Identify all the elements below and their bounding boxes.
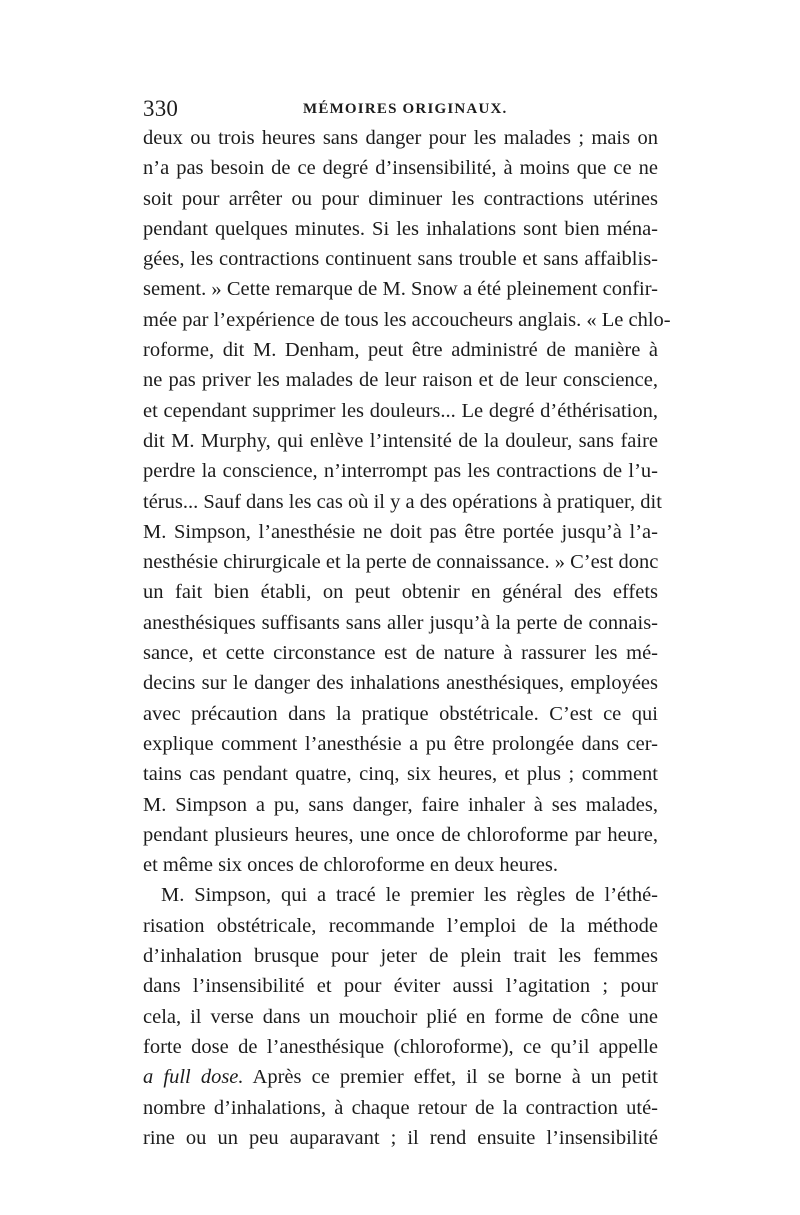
text-line: cela, il verse dans un mouchoir plié en forme de cône une — [143, 1005, 658, 1028]
text-line: gées, les contractions continuent sans trouble et sans affaiblis- — [143, 248, 658, 271]
paragraph-start-line: M. Simpson, qui a tracé le premier les règles de l’éthé- — [161, 884, 658, 907]
text-line: dans l’insensibilité et pour éviter aussi l’agitation ; pour — [143, 975, 658, 998]
page-number: 330 — [143, 96, 179, 121]
text-line: decins sur le danger des inhalations anesthésiques, employées — [143, 672, 658, 695]
text-line: pendant plusieurs heures, une once de chloroforme par heure, — [143, 823, 658, 846]
text-line: deux ou trois heures sans danger pour les malades ; mais on — [143, 127, 658, 149]
text-line: mée par l’expérience de tous les accoucheurs anglais. « Le chlo- — [143, 308, 671, 331]
page-header — [143, 96, 658, 122]
text-line: risation obstétricale, recommande l’emploi de la méthode — [143, 914, 658, 937]
text-line: nombre d’inhalations, à chaque retour de la contraction uté- — [143, 1096, 658, 1119]
text-line: n’a pas besoin de ce degré d’insensibilité, à moins que ce ne — [143, 157, 658, 180]
text-line: forte dose de l’anesthésique (chloroforme), ce qu’il appelle — [143, 1035, 658, 1058]
text-line: sement. » Cette remarque de M. Snow a été pleinement confir- — [143, 278, 658, 301]
text-line: dit M. Murphy, qui enlève l’intensité de la douleur, sans faire — [143, 429, 658, 452]
body-text — [143, 123, 671, 1153]
text-line: rine ou un peu auparavant ; il rend ensuite l’insensibilité — [143, 1126, 658, 1149]
text-line: pendant quelques minutes. Si les inhalations sont bien ména- — [143, 217, 658, 240]
text-line-with-italic — [143, 1062, 658, 1092]
italic-term: a full dose. — [143, 1066, 244, 1089]
text-line: ne pas priver les malades de leur raison et de leur conscience, — [143, 369, 658, 392]
text-line: térus... Sauf dans les cas où il y a des opérations à pratiquer, dit — [143, 490, 662, 513]
text-line: anesthésiques suffisants sans aller jusqu’à la perte de connais- — [143, 611, 658, 634]
text-fragment: Après ce premier effet, il se borne à un petit — [243, 1066, 658, 1089]
text-line: nesthésie chirurgicale et la perte de connaissance. » C’est donc — [143, 551, 659, 574]
text-line: tains cas pendant quatre, cinq, six heures, et plus ; comment — [143, 763, 658, 786]
text-line: M. Simpson a pu, sans danger, faire inhaler à ses malades, — [143, 793, 658, 816]
text-line: et cependant supprimer les douleurs... Le degré d’éthérisation, — [143, 399, 658, 422]
text-line: d’inhalation brusque pour jeter de plein trait les femmes — [143, 945, 658, 968]
text-line: perdre la conscience, n’interrompt pas les contractions de l’u- — [143, 460, 658, 483]
paragraph-end-line: et même six onces de chloroforme en deux heures. — [143, 854, 558, 877]
text-line: avec précaution dans la pratique obstétricale. C’est ce qui — [143, 702, 658, 725]
text-line: roforme, dit M. Denham, peut être administré de manière à — [143, 339, 658, 362]
text-line: un fait bien établi, on peut obtenir en général des effets — [143, 581, 658, 604]
running-head: MÉMOIRES ORIGINAUX. — [303, 101, 508, 117]
text-line: explique comment l’anesthésie a pu être prolongée dans cer- — [143, 732, 658, 755]
text-line: sance, et cette circonstance est de nature à rassurer les mé- — [143, 642, 658, 665]
text-line: soit pour arrêter ou pour diminuer les contractions utérines — [143, 187, 658, 210]
text-line: M. Simpson, l’anesthésie ne doit pas être portée jusqu’à l’a- — [143, 520, 658, 543]
